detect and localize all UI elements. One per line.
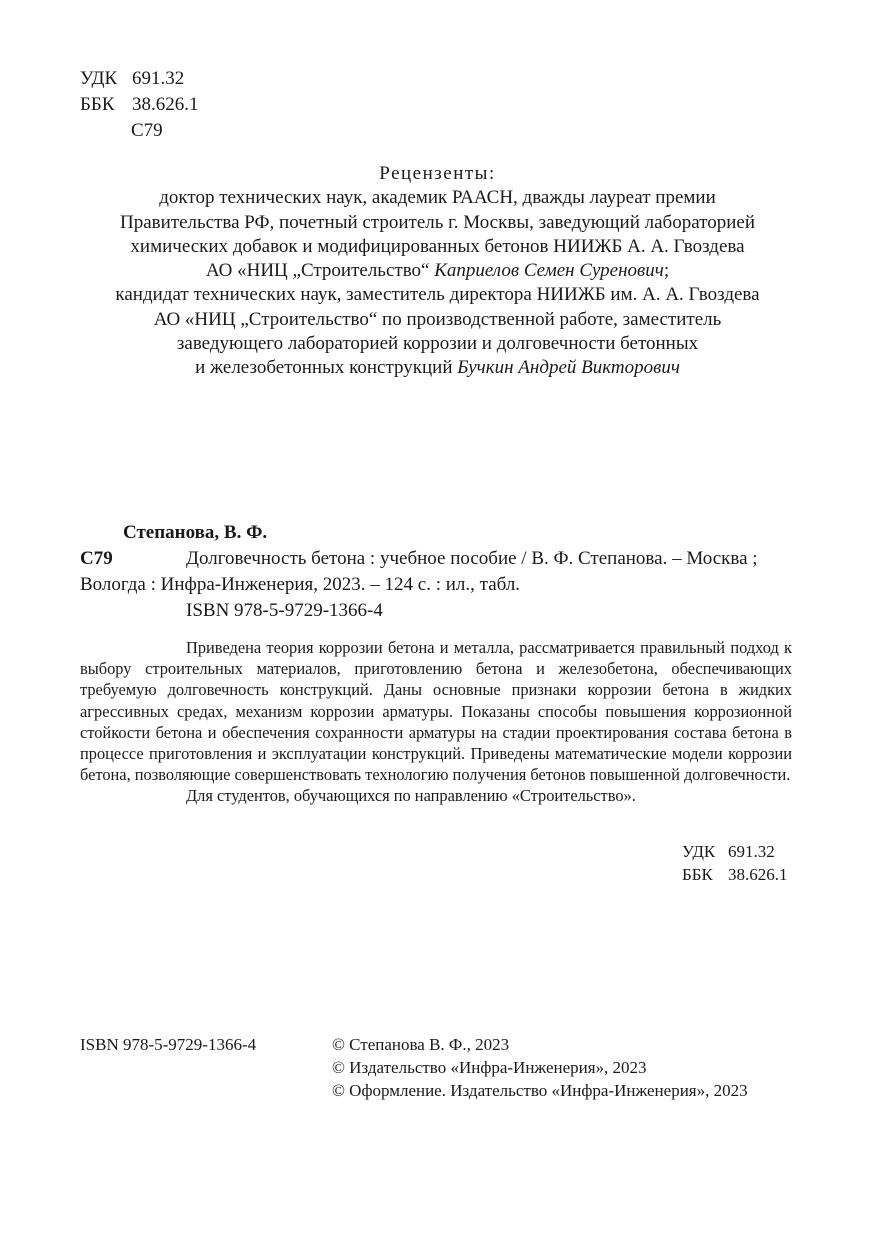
bbk-label: ББК: [682, 865, 713, 884]
bibliographic-line-1: Долговечность бетона : учебное пособие / В. Ф. Степанова. – Москва ;: [186, 548, 758, 569]
reviewer-2-last: и железобетонных конструкций: [195, 357, 458, 379]
udk-label: УДК: [682, 842, 716, 861]
reviewer-1-line: доктор технических наук, академик РААСН, дважды лауреат премии: [159, 187, 716, 209]
reviewer-1-line: химических добавок и модифицированных бетонов НИИЖБ А. А. Гвоздева: [130, 235, 745, 257]
annotation: [80, 637, 792, 807]
udk-label: УДК: [80, 68, 118, 89]
annotation-text: Приведена теория коррозии бетона и металла, рассматривается правильный подход к выбору строительных материалов, приготовлению бетона и железобетона, обеспечивающих требуемую долговечность конструкций. Даны основные признаки коррозии бетона в жидких агрессивных средах, механизм коррозии арматуры. Показаны способы повышения коррозионной стойкости бетона и обеспечения сохранности арматуры на стадии проектирования состава бетона в процессе приготовления и эксплуатации конструкций. Приведены математические модели коррозии бетона, позволяющие совершенствовать технологию получения бетонов повышенной долговечности.: [80, 638, 792, 785]
author-heading: Степанова, В. Ф.: [123, 522, 268, 543]
bibliographic-record: [80, 546, 795, 624]
footer-isbn: ISBN 978-5-9729-1366-4: [80, 1035, 257, 1054]
reviewer-2-last-line: [60, 356, 815, 380]
copyright-block: [332, 1033, 748, 1102]
reviewer-2-line: АО «НИЦ „Строительство“ по производственной работе, заместитель: [153, 308, 722, 330]
bbk-row: [682, 863, 788, 886]
bbk-row: [80, 92, 199, 118]
bibliographic-isbn: ISBN 978-5-9729-1366-4: [186, 600, 383, 621]
classification-codes-bottom: [682, 840, 788, 886]
classification-codes-top: [80, 66, 199, 144]
reviewer-1-line: Правительства РФ, почетный строитель г. Москвы, заведующий лабораторией: [119, 211, 755, 233]
bbk-value: 38.626.1: [728, 865, 788, 884]
udk-row: [80, 66, 199, 92]
bibliographic-mark: С79: [80, 548, 113, 569]
author-mark: С79: [131, 120, 163, 141]
udk-row: [682, 840, 788, 863]
copyright-line: © Оформление. Издательство «Инфра-Инженерия», 2023: [332, 1081, 748, 1100]
copyright-line: © Издательство «Инфра-Инженерия», 2023: [332, 1058, 647, 1077]
reviewers-block: [60, 162, 815, 381]
bbk-label: ББК: [80, 94, 115, 115]
reviewer-1-org: АО «НИЦ „Строительство“: [205, 260, 435, 282]
reviewer-2-line: заведующего лабораторией коррозии и долговечности бетонных: [176, 333, 699, 355]
udk-value: 691.32: [132, 68, 185, 89]
bbk-value: 38.626.1: [132, 94, 199, 115]
reviewers-title: Рецензенты:: [379, 163, 496, 184]
reviewer-2-line: кандидат технических наук, заместитель директора НИИЖБ им. А. А. Гвоздева: [115, 284, 760, 306]
reviewer-1-end: ;: [663, 260, 670, 282]
udk-value: 691.32: [728, 842, 775, 861]
reviewer-1-name: Каприелов Семен Суренович: [434, 260, 664, 282]
reviewer-1-last-line: [60, 259, 815, 283]
annotation-audience: Для студентов, обучающихся по направлению «Строительство».: [186, 786, 636, 806]
reviewer-2-name: Бучкин Андрей Викторович: [457, 357, 680, 379]
copyright-line: © Степанова В. Ф., 2023: [332, 1035, 510, 1054]
bibliographic-line-2: Вологда : Инфра-Инженерия, 2023. – 124 с. : ил., табл.: [80, 574, 521, 595]
